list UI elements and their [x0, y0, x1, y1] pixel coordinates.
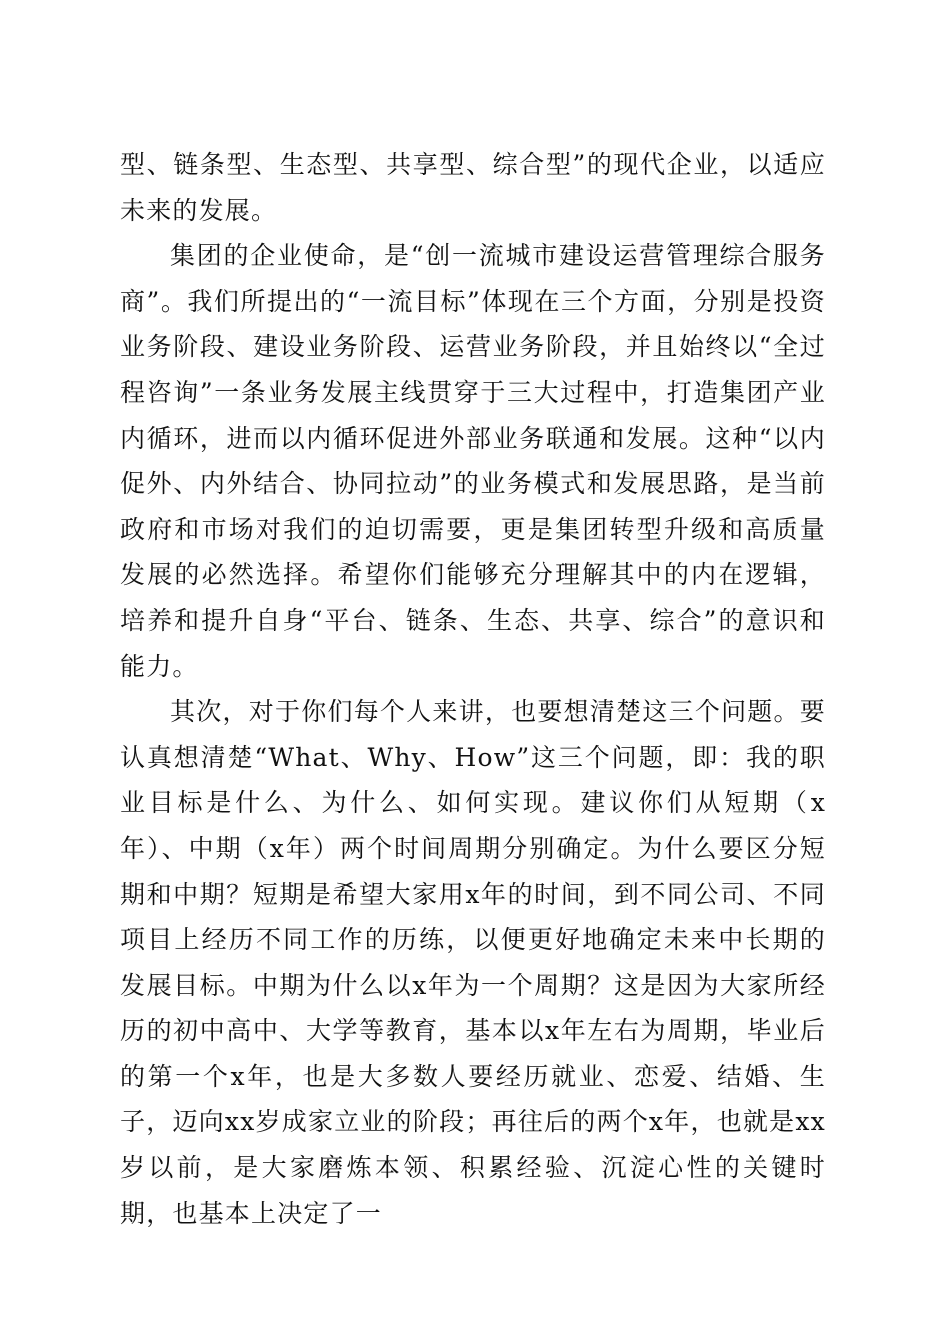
paragraph-continuation: 型、链条型、生态型、共享型、综合型”的现代企业，以适应未来的发展。 — [120, 150, 826, 225]
document-body — [120, 142, 826, 1236]
paragraph-company-mission: 集团的企业使命，是“创一流城市建设运营管理综合服务商”。我们所提出的“一流目标”体现在三个方面，分别是投资业务阶段、建设业务阶段、运营业务阶段，并且始终以“全过程咨询”一条业务发展主线贯穿于三大过程中，打造集团产业内循环，进而以内循环促进外部业务联通和发展。这种“以内促外、内外结合、协同拉动”的业务模式和发展思路，是当前政府和市场对我们的迫切需要，更是集团转型升级和高质量发展的必然选择。希望你们能够充分理解其中的内在逻辑，培养和提升自身“平台、链条、生态、共享、综合”的意识和能力。 — [120, 241, 826, 681]
paragraph-personal-goals: 其次，对于你们每个人来讲，也要想清楚这三个问题。要认真想清楚“What、Why、How”这三个问题，即：我的职业目标是什么、为什么、如何实现。建议你们从短期（x年）、中期（x年）两个时间周期分别确定。为什么要区分短期和中期？短期是希望大家用x年的时间，到不同公司、不同项目上经历不同工作的历练，以便更好地确定未来中长期的发展目标。中期为什么以x年为一个周期？这是因为大家所经历的初中高中、大学等教育，基本以x年左右为周期，毕业后的第一个x年，也是大多数人要经历就业、恋爱、结婚、生子，迈向xx岁成家立业的阶段；再往后的两个x年，也就是xx岁以前，是大家磨炼本领、积累经验、沉淀心性的关键时期，也基本上决定了一 — [120, 697, 826, 1228]
